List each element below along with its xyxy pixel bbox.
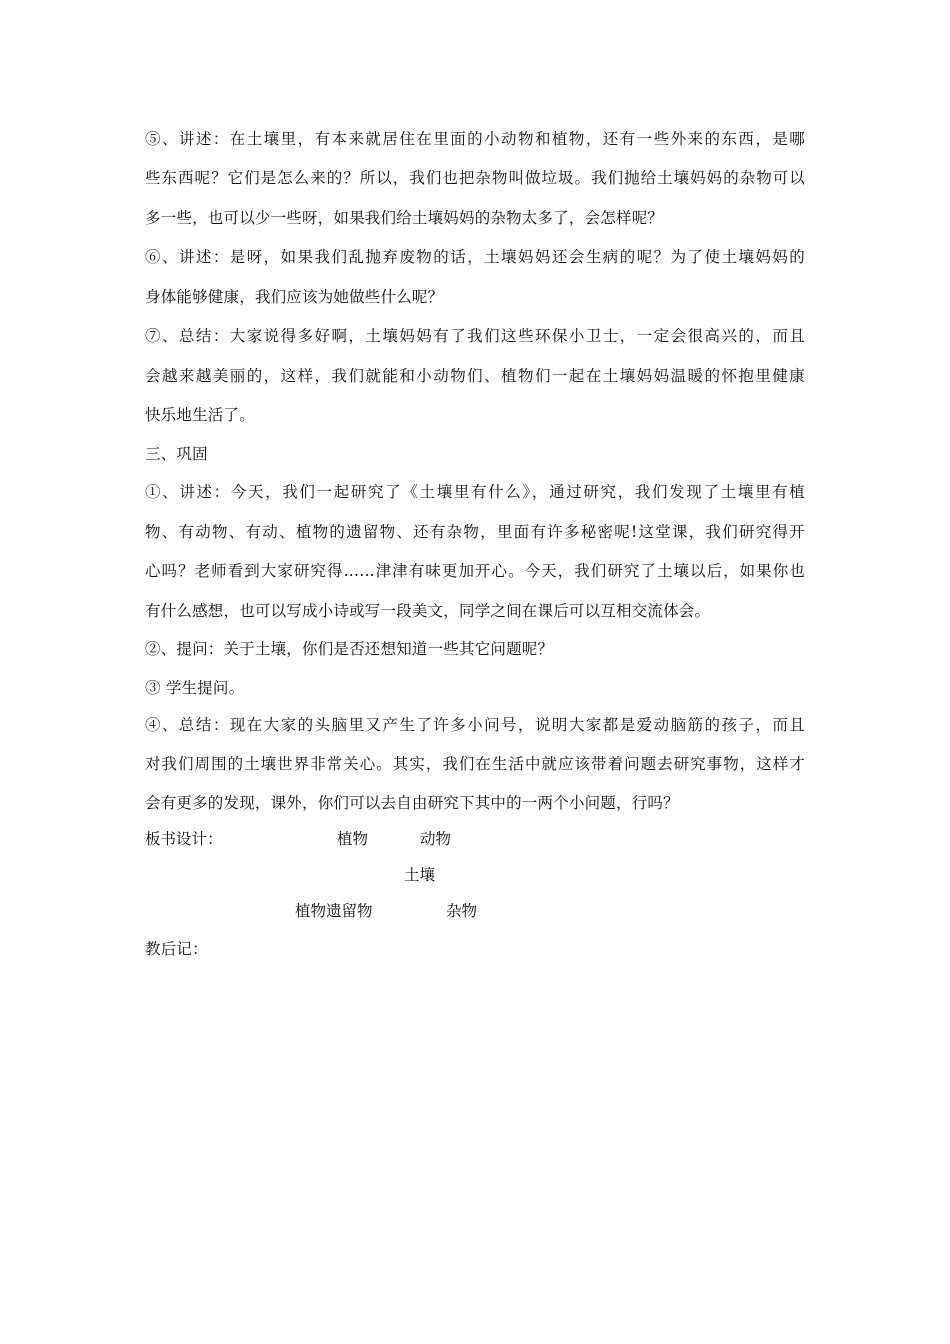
paragraph-5-line-3: 多一些，也可以少一些呀，如果我们给土壤妈妈的杂物太多了，会怎样呢？ bbox=[145, 209, 664, 227]
consolidate-1-line-1: ①、讲述：今天，我们一起研究了《土壤里有什么》，通过研究，我们发现了土壤里有植 bbox=[145, 483, 805, 501]
board-item-debris: 杂物 bbox=[446, 902, 478, 920]
board-item-soil: 土壤 bbox=[404, 866, 436, 884]
paragraph-7-line-1: ⑦、总结：大家说得多好啊，土壤妈妈有了我们这些环保小卫士，一定会很高兴的，而且 bbox=[145, 327, 805, 345]
afterword-label: 教后记： bbox=[145, 940, 208, 958]
paragraph-6-line-1: ⑥、讲述：是呀，如果我们乱抛弃废物的话，土壤妈妈还会生病的呢？为了使土壤妈妈的 bbox=[145, 248, 805, 266]
board-design-label: 板书设计： bbox=[145, 830, 223, 848]
consolidate-1-line-3: 心吗？老师看到大家研究得……津津有味更加开心。今天，我们研究了土壤以后，如果你也 bbox=[145, 562, 805, 580]
consolidate-2: ②、提问：关于土壤，你们是否还想知道一些其它问题呢？ bbox=[145, 640, 554, 658]
board-item-plants: 植物 bbox=[337, 830, 369, 848]
paragraph-5-line-2: 些东西呢？它们是怎么来的？所以，我们也把杂物叫做垃圾。我们抛给土壤妈妈的杂物可以 bbox=[145, 169, 805, 187]
consolidate-4-line-2: 对我们周围的土壤世界非常关心。其实，我们在生活中就应该带着问题去研究事物，这样才 bbox=[145, 755, 805, 773]
board-item-plant-remains: 植物遗留物 bbox=[295, 902, 373, 920]
consolidate-4-line-1: ④、总结：现在大家的头脑里又产生了许多小问号，说明大家都是爱动脑筋的孩子，而且 bbox=[145, 716, 805, 734]
paragraph-6-line-2: 身体能够健康，我们应该为她做些什么呢？ bbox=[145, 288, 444, 306]
board-item-animals: 动物 bbox=[420, 830, 452, 848]
consolidate-1-line-2: 物、有动物、有动、植物的遗留物、还有杂物，里面有许多秘密呢!这堂课，我们研究得开 bbox=[145, 523, 805, 541]
section-heading-consolidate: 三、巩固 bbox=[145, 445, 208, 463]
paragraph-5-line-1: ⑤、讲述：在土壤里，有本来就居住在里面的小动物和植物，还有一些外来的东西，是哪 bbox=[145, 130, 805, 148]
consolidate-3: ③ 学生提问。 bbox=[145, 679, 245, 697]
paragraph-7-line-2: 会越来越美丽的，这样，我们就能和小动物们、植物们一起在土壤妈妈温暖的怀抱里健康 bbox=[145, 367, 805, 385]
paragraph-7-line-3: 快乐地生活了。 bbox=[145, 406, 255, 424]
consolidate-1-line-4: 有什么感想，也可以写成小诗或写一段美文，同学之间在课后可以互相交流体会。 bbox=[145, 602, 711, 620]
consolidate-4-line-3: 会有更多的发现，课外，你们可以去自由研究下其中的一两个小问题，行吗？ bbox=[145, 794, 679, 812]
